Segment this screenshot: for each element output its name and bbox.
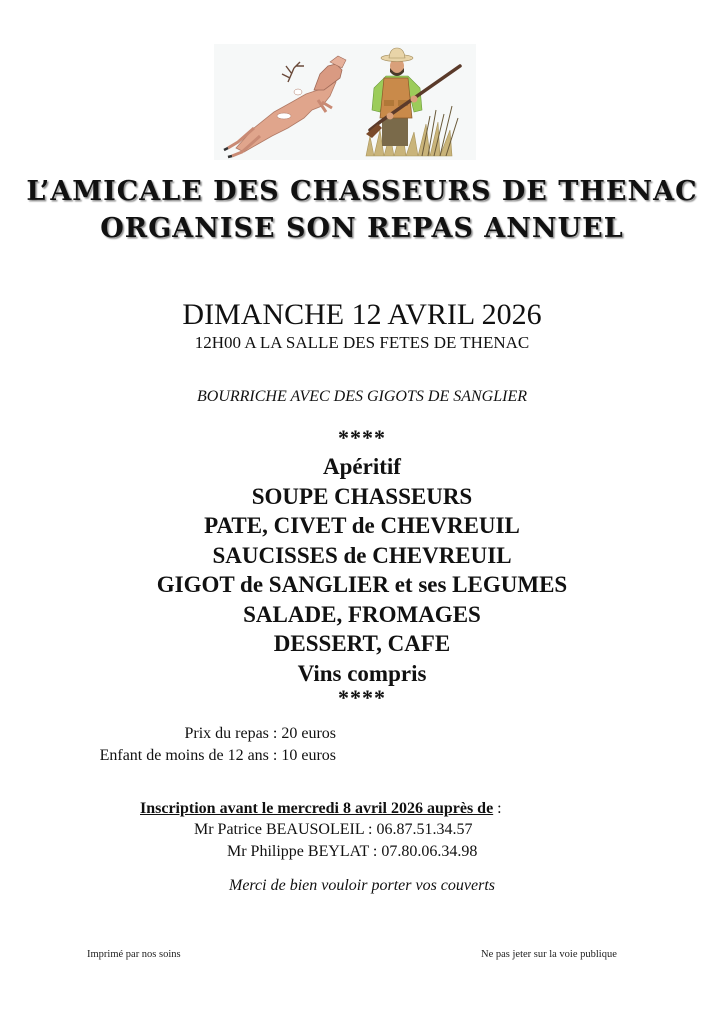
- menu-item: SAUCISSES de CHEVREUIL: [212, 542, 512, 568]
- menu: [0, 426, 724, 708]
- hunting-illustration: [214, 44, 476, 160]
- menu-item: GIGOT de SANGLIER et ses LEGUMES: [156, 572, 568, 597]
- deer-and-hunter-image: [214, 44, 476, 160]
- menu-separator-top: ****: [338, 425, 386, 450]
- bourriche-note: BOURRICHE AVEC DES GIGOTS DE SANGLIER: [197, 388, 527, 405]
- menu-item: Apéritif: [323, 454, 401, 479]
- menu-item: SALADE, FROMAGES: [243, 601, 481, 627]
- hunter-illustration: [366, 48, 460, 156]
- event-date: DIMANCHE 12 AVRIL 2026: [182, 298, 542, 331]
- child-price: Enfant de moins de 12 ans : 10 euros: [99, 747, 336, 764]
- menu-separator-bottom: ****: [338, 685, 386, 710]
- event-subtitle: ORGANISE SON REPAS ANNUEL: [100, 213, 624, 244]
- menu-item: PATE, CIVET de CHEVREUIL: [204, 513, 520, 538]
- club-title: L’AMICALE DES CHASSEURS DE THENAC: [26, 176, 698, 207]
- inscription-colon: :: [493, 800, 502, 817]
- event-time-place: 12H00 A LA SALLE DES FETES DE THENAC: [194, 333, 530, 352]
- menu-item: Vins compris: [297, 660, 427, 686]
- deer-illustration: [224, 56, 346, 157]
- contact-beausoleil: Mr Patrice BEAUSOLEIL : 06.87.51.34.57: [194, 821, 473, 838]
- prices: [40, 723, 336, 767]
- footer-litter-notice: Ne pas jeter sur la voie publique: [481, 949, 617, 960]
- menu-item: DESSERT, CAFE: [273, 631, 451, 656]
- contact-beylat: Mr Philippe BEYLAT : 07.80.06.34.98: [227, 843, 478, 860]
- inscription-deadline: [140, 799, 502, 819]
- footer-printed-by: Imprimé par nos soins: [87, 949, 181, 960]
- inscription-label: Inscription avant le mercredi 8 avril 2026 auprès de: [140, 800, 494, 817]
- menu-item: SOUPE CHASSEURS: [251, 483, 473, 509]
- cutlery-note: Merci de bien vouloir porter vos couverts: [228, 877, 495, 894]
- adult-price: Prix du repas : 20 euros: [184, 725, 336, 742]
